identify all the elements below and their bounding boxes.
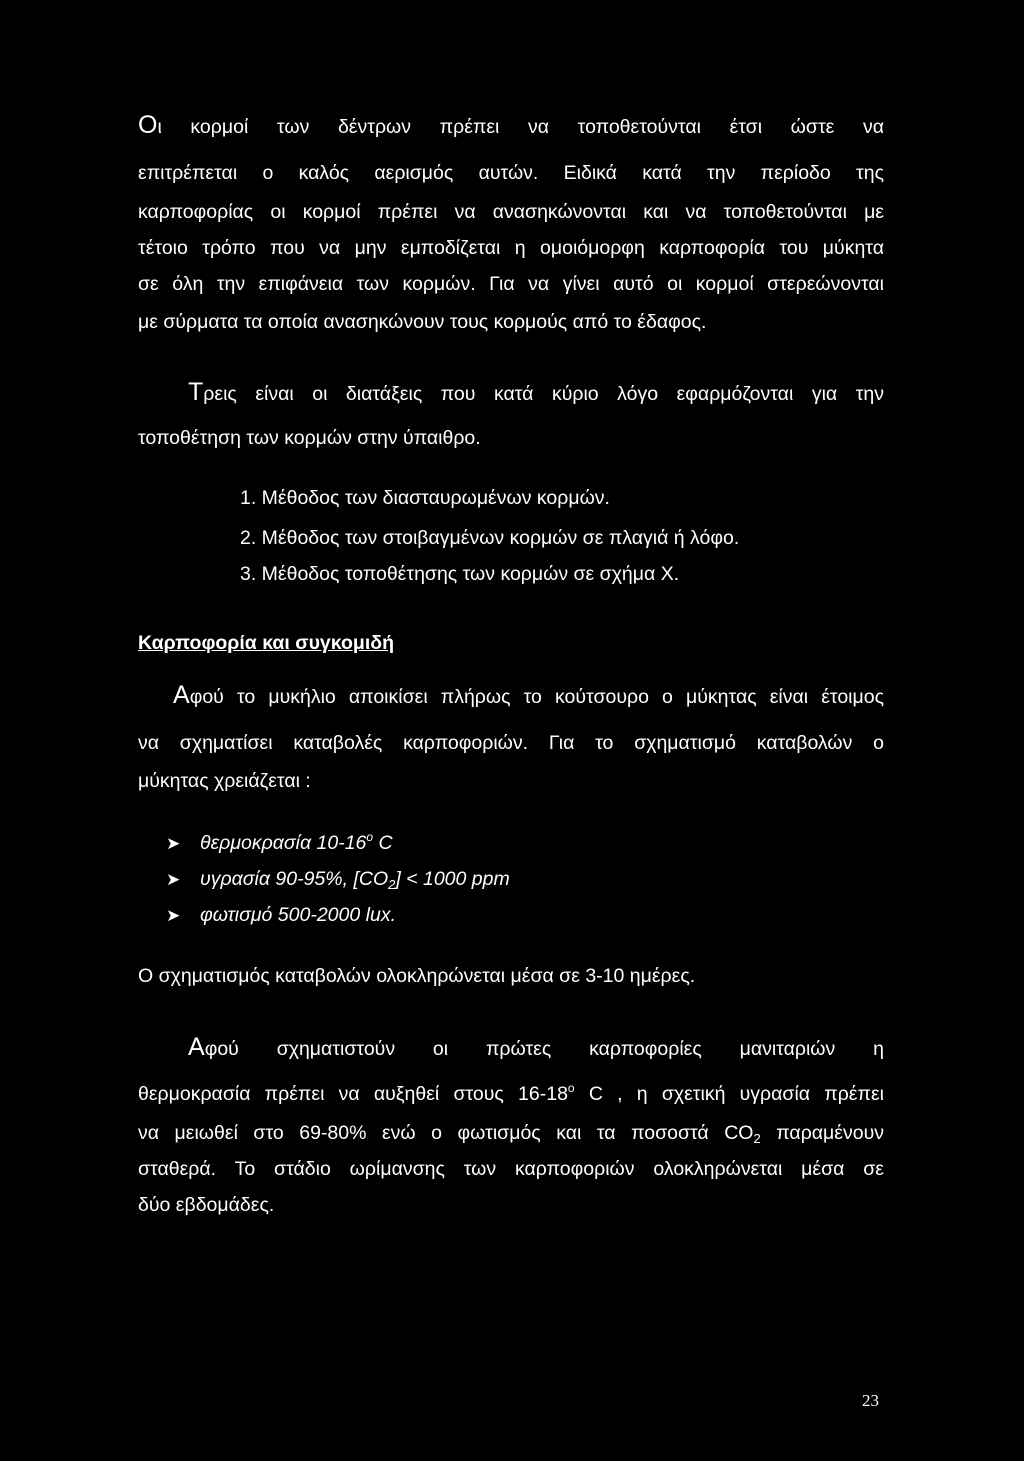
method-item-3: 3. Μέθοδος τοποθέτησης των κορμών σε σχήμα Χ. <box>240 563 680 585</box>
co2-subscript: 2 <box>388 877 396 892</box>
p5-line-3-post: παραμένουν <box>760 1122 884 1144</box>
p3-line-2: να σχηματίσει καταβολές καρποφοριών. Για το σχηματισμό καταβολών ο <box>138 732 884 754</box>
method-item-2: 2. Μέθοδος των στοιβαγμένων κορμών σε πλαγιά ή λόφο. <box>240 527 740 549</box>
bullet-lighting <box>166 904 396 927</box>
p1-line-1-text: ι κορμοί των δέντρων πρέπει να τοποθετούνται έτσι ώστε να <box>157 116 884 138</box>
p5-line-2-post: C , η σχετική υγρασία πρέπει <box>574 1083 884 1105</box>
arrow-bullet-icon: ➤ <box>166 834 181 853</box>
p2-line-1 <box>188 380 884 405</box>
degree-sign: o <box>567 1081 575 1095</box>
bullet-humidity <box>166 868 510 891</box>
p2-line-1-text: ρεις είναι οι διατάξεις που κατά κύριο λόγο εφαρμόζονται για την <box>203 383 884 405</box>
degree-sign: o <box>366 830 374 844</box>
p5-line-1 <box>188 1035 884 1060</box>
p1-line-4: τέτοιο τρόπο που να μην εμποδίζεται η ομοιόμορφη καρποφορία του μύκητα <box>138 237 884 259</box>
p1-initial: Ο <box>138 111 158 139</box>
arrow-bullet-icon: ➤ <box>166 906 181 925</box>
page-number: 23 <box>862 1391 879 1410</box>
bullet-humidity-text: υγρασία 90-95%, [CO <box>200 868 389 890</box>
p1-line-6: με σύρματα τα οποία ανασηκώνουν τους κορμούς από το έδαφος. <box>138 311 707 333</box>
p5-line-5: δύο εβδομάδες. <box>138 1194 275 1216</box>
p5-initial: Α <box>188 1033 205 1061</box>
p1-line-2: επιτρέπεται ο καλός αερισμός αυτών. Ειδικά κατά την περίοδο της <box>138 162 884 184</box>
p3-initial: Α <box>173 681 190 709</box>
bullet-temperature-text: θερμοκρασία 10-16 <box>200 832 367 854</box>
p5-line-2-pre: θερμοκρασία πρέπει να αυξηθεί στους 16-18 <box>138 1083 568 1105</box>
p1-line-3: καρποφορίας οι κορμοί πρέπει να ανασηκώνονται και να τοποθετούνται με <box>138 201 884 223</box>
p3-line-1-text: φού το μυκήλιο αποικίσει πλήρως το κούτσουρο ο μύκητας είναι έτοιμος <box>189 686 884 708</box>
p5-line-4: σταθερά. Το στάδιο ωρίμανσης των καρποφοριών ολοκληρώνεται μέσα σε <box>138 1158 884 1180</box>
bullet-temperature <box>166 832 393 855</box>
arrow-bullet-icon: ➤ <box>166 870 181 889</box>
bullet-lighting-text: φωτισμό 500-2000 lux. <box>200 904 396 926</box>
bullet-temperature-unit: C <box>373 832 393 854</box>
p5-line-3-pre: να μειωθεί στο 69-80% ενώ ο φωτισμός και τα ποσοστά CO <box>138 1122 754 1144</box>
section-heading: Καρποφορία και συγκομιδή <box>138 632 394 654</box>
method-item-1: 1. Μέθοδος των διασταυρωμένων κορμών. <box>240 487 610 509</box>
p5-line-2 <box>138 1081 884 1105</box>
p3-line-3: μύκητας χρειάζεται : <box>138 770 311 792</box>
p5-line-1-text: φού σχηματιστούν οι πρώτες καρποφορίες μανιταριών η <box>204 1038 884 1060</box>
p5-line-3 <box>138 1124 884 1144</box>
p1-line-1 <box>138 113 884 138</box>
p1-line-5: σε όλη την επιφάνεια των κορμών. Για να γίνει αυτό οι κορμοί στερεώνονται <box>138 273 884 295</box>
p3-line-1 <box>173 683 884 708</box>
co2-subscript: 2 <box>753 1131 761 1146</box>
p2-line-2: τοποθέτηση των κορμών στην ύπαιθρο. <box>138 427 481 449</box>
p4-line: Ο σχηματισμός καταβολών ολοκληρώνεται μέσα σε 3-10 ημέρες. <box>138 965 696 987</box>
bullet-humidity-tail: ] < 1000 ppm <box>395 868 510 890</box>
p2-initial: Τ <box>188 378 204 406</box>
